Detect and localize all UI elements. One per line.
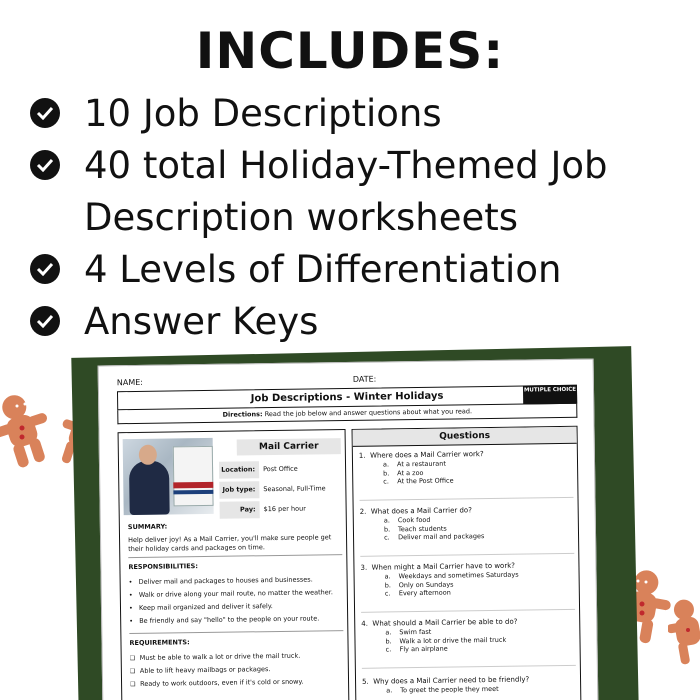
summary-section bbox=[128, 520, 342, 554]
question-text: What does a Mail Carrier do? bbox=[370, 506, 472, 516]
question-number: 2. bbox=[359, 507, 367, 516]
job-info-value: Post Office bbox=[263, 464, 298, 474]
divider bbox=[360, 553, 574, 557]
list-item: ❑ Able to lift heavy mailbags or packages. bbox=[130, 664, 344, 676]
list-item: • Keep mail organized and deliver it safely. bbox=[129, 601, 343, 613]
answer-option: b. Only on Sundays bbox=[384, 580, 454, 589]
answer-option: a. Cook food bbox=[383, 515, 431, 525]
date-label: DATE: bbox=[352, 374, 377, 384]
question-number: 3. bbox=[360, 563, 368, 572]
check-circle-icon bbox=[30, 150, 60, 180]
requirements-section bbox=[129, 636, 344, 693]
responsibilities-label: RESPONSIBILITIES: bbox=[128, 562, 198, 572]
gingerbread-man-icon bbox=[0, 392, 52, 470]
carrier-body-shape bbox=[129, 460, 170, 515]
responsibilities-section bbox=[128, 560, 343, 630]
question-text: Why does a Mail Carrier need to be friendly? bbox=[373, 675, 530, 686]
includes-item bbox=[30, 296, 690, 348]
multiple-choice-badge: MUTIPLE CHOICE bbox=[523, 385, 577, 405]
includes-item-text: 10 Job Descriptions bbox=[84, 92, 442, 135]
directions-text: Read the job below and answer questions about what you read. bbox=[264, 407, 473, 419]
question-item bbox=[359, 449, 573, 486]
question-number: 4. bbox=[361, 619, 368, 628]
truck-red-stripe bbox=[173, 482, 213, 489]
includes-item bbox=[30, 140, 690, 244]
requirements-label: REQUIREMENTS: bbox=[129, 638, 190, 648]
includes-item bbox=[30, 88, 690, 140]
truck-blue-stripe bbox=[173, 490, 213, 495]
job-info-row bbox=[219, 480, 343, 499]
worksheet-title-text: Job Descriptions - Winter Holidays bbox=[250, 390, 444, 405]
list-item: • Be friendly and say "hello" to the people on your route. bbox=[129, 614, 343, 626]
divider bbox=[362, 665, 576, 669]
includes-item-text: 40 total Holiday-Themed Job Description worksheets bbox=[84, 144, 608, 239]
question-item bbox=[360, 505, 574, 542]
job-name: Mail Carrier bbox=[237, 438, 341, 455]
answer-option: c. At the Post Office bbox=[383, 476, 454, 486]
questions-heading: Questions bbox=[353, 427, 577, 447]
mail-truck-shape bbox=[173, 446, 214, 507]
gingerbread-man-icon bbox=[668, 598, 700, 668]
includes-item-text: 4 Levels of Differentiation bbox=[84, 248, 562, 291]
job-info-row bbox=[220, 500, 344, 519]
question-number: 5. bbox=[362, 677, 369, 686]
question-text: Where does a Mail Carrier work? bbox=[369, 450, 484, 460]
question-text: What should a Mail Carrier be able to do? bbox=[372, 617, 518, 628]
job-info-key: Job type: bbox=[219, 481, 259, 499]
list-item: • Deliver mail and packages to houses and businesses. bbox=[129, 575, 343, 587]
summary-text: Help deliver joy! As a Mail Carrier, you'll make sure people get their holiday cards and packages on time. bbox=[128, 533, 332, 554]
answer-option: c. Every afternoon bbox=[384, 588, 451, 598]
job-description-panel bbox=[118, 429, 350, 700]
includes-list bbox=[30, 88, 690, 348]
summary-label: SUMMARY: bbox=[127, 522, 168, 532]
question-item bbox=[360, 561, 574, 598]
page-heading: INCLUDES: bbox=[195, 22, 505, 80]
questions-panel bbox=[352, 426, 582, 700]
divider bbox=[361, 609, 575, 613]
question-item bbox=[362, 675, 576, 695]
answer-option: b. Teach students bbox=[383, 524, 447, 533]
includes-item bbox=[30, 244, 690, 296]
answer-option: a. At a restaurant bbox=[382, 459, 446, 469]
job-info-value: $16 per hour bbox=[263, 504, 306, 514]
answer-option: a. Weekdays and sometimes Saturdays bbox=[384, 570, 519, 581]
worksheet-preview bbox=[98, 359, 599, 700]
list-item: ❑ Ready to work outdoors, even if it's cold or snowy. bbox=[130, 677, 344, 689]
answer-option: a. Swim fast bbox=[385, 627, 432, 637]
answer-option: a. To greet the people they meet bbox=[386, 684, 499, 695]
question-item bbox=[361, 617, 575, 654]
name-label: NAME: bbox=[116, 377, 144, 388]
carrier-head-shape bbox=[139, 445, 157, 465]
job-info-row bbox=[219, 460, 343, 479]
includes-item-text: Answer Keys bbox=[84, 300, 319, 343]
list-item: ❑ Must be able to walk a lot or drive the mail truck. bbox=[130, 651, 344, 663]
divider bbox=[128, 554, 342, 558]
directions-label: Directions: bbox=[222, 410, 263, 419]
job-info-value: Seasonal, Full-Time bbox=[263, 484, 326, 494]
check-circle-icon bbox=[30, 98, 60, 128]
divider bbox=[129, 630, 343, 634]
job-info-key: Pay: bbox=[220, 501, 260, 519]
answer-option: c. Deliver mail and packages bbox=[383, 532, 485, 542]
check-circle-icon bbox=[30, 254, 60, 284]
question-number: 1. bbox=[358, 451, 366, 460]
answer-option: b. Walk a lot or drive the mail truck bbox=[385, 635, 507, 645]
mail-carrier-photo bbox=[123, 438, 214, 515]
check-circle-icon bbox=[30, 306, 60, 336]
question-text: When might a Mail Carrier have to work? bbox=[371, 561, 516, 572]
job-info-key: Location: bbox=[219, 461, 259, 479]
answer-option: b. At a zoo bbox=[383, 468, 424, 478]
divider bbox=[360, 497, 574, 501]
list-item: • Walk or drive along your mail route, no matter the weather. bbox=[129, 588, 343, 600]
name-date-row bbox=[116, 372, 587, 388]
answer-option: c. Fly an airplane bbox=[385, 644, 448, 654]
